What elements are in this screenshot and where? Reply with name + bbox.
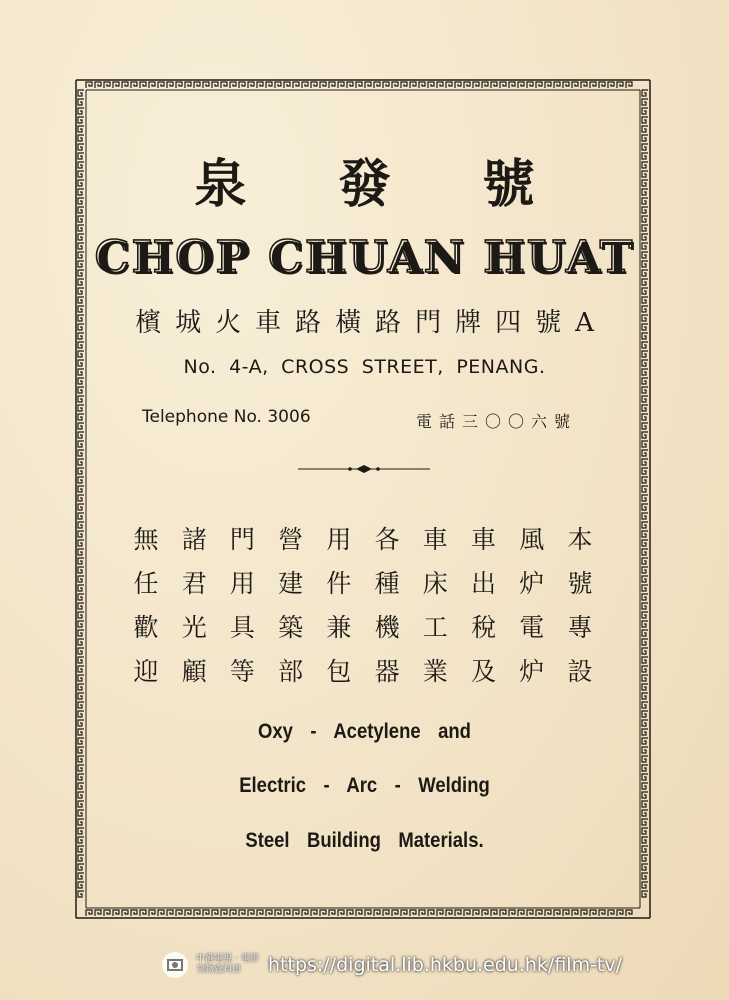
services-chinese-char: 種 [374, 569, 400, 598]
services-chinese-char: 用 [326, 525, 352, 554]
services-chinese-char: 等 [229, 657, 255, 686]
company-name-english: CHOP CHUAN HUAT [94, 232, 635, 283]
services-chinese-char: 車 [471, 525, 497, 554]
watermark-url[interactable]: https://digital.lib.hkbu.edu.hk/film-tv/ [268, 954, 623, 976]
services-chinese-char: 築 [278, 613, 304, 642]
ornamental-divider [298, 463, 430, 475]
services-chinese-char: 車 [422, 525, 448, 554]
services-chinese-char: 風 [519, 525, 545, 554]
services-chinese-char: 工 [422, 613, 448, 642]
service-line-3: Steel Building Materials. [245, 829, 484, 852]
services-chinese-char: 設 [567, 657, 593, 686]
services-chinese-char: 歡 [133, 613, 159, 642]
services-chinese-char: 件 [326, 569, 352, 598]
services-chinese-char: 無 [133, 525, 159, 554]
services-chinese-char: 機 [374, 613, 400, 642]
services-chinese-char: 顧 [181, 657, 207, 686]
services-chinese-char: 光 [181, 613, 207, 642]
services-chinese-row [128, 604, 598, 648]
services-chinese-char: 炉 [519, 657, 545, 686]
services-chinese-char: 包 [326, 657, 352, 686]
service-line-1: Oxy - Acetylene and [258, 720, 471, 743]
services-chinese-char: 專 [567, 613, 593, 642]
address-english: No. 4-A, CROSS STREET, PENANG. [183, 356, 546, 378]
watermark-logo-text: 中港電視‧電影 刊物資料庫 [196, 954, 260, 975]
services-chinese-char: 營 [278, 525, 304, 554]
services-chinese-char: 諸 [181, 525, 207, 554]
services-chinese-char: 門 [229, 525, 255, 554]
service-line-2: Electric - Arc - Welding [239, 774, 490, 797]
services-chinese-char: 君 [181, 569, 207, 598]
telephone-english: Telephone No. 3006 [142, 407, 311, 427]
services-chinese-char: 炉 [519, 569, 545, 598]
services-chinese-char: 器 [374, 657, 400, 686]
services-chinese-char: 本 [567, 525, 593, 554]
services-chinese-char: 部 [278, 657, 304, 686]
library-logo-icon [160, 950, 190, 980]
services-chinese-char: 電 [519, 613, 545, 642]
services-chinese-char: 用 [229, 569, 255, 598]
watermark [160, 948, 622, 982]
services-chinese-char: 迎 [133, 657, 159, 686]
services-chinese-char: 具 [229, 613, 255, 642]
services-chinese-row [128, 516, 598, 560]
services-chinese-row [128, 560, 598, 604]
services-chinese-char: 兼 [326, 613, 352, 642]
services-chinese-char: 建 [278, 569, 304, 598]
services-chinese-char: 業 [422, 657, 448, 686]
services-chinese-char: 出 [471, 569, 497, 598]
services-chinese-char: 各 [374, 525, 400, 554]
services-chinese-char: 及 [471, 657, 497, 686]
services-chinese-char: 床 [422, 569, 448, 598]
telephone-chinese: 電話三〇〇六號 [416, 412, 578, 431]
services-chinese [128, 516, 598, 692]
services-chinese-char: 任 [133, 569, 159, 598]
services-chinese-char: 號 [567, 569, 593, 598]
company-name-chinese: 泉發號 [194, 154, 627, 215]
services-chinese-row [128, 648, 598, 692]
services-chinese-char: 稅 [471, 613, 497, 642]
address-chinese: 檳城火車路橫路門牌四號A [135, 308, 608, 338]
